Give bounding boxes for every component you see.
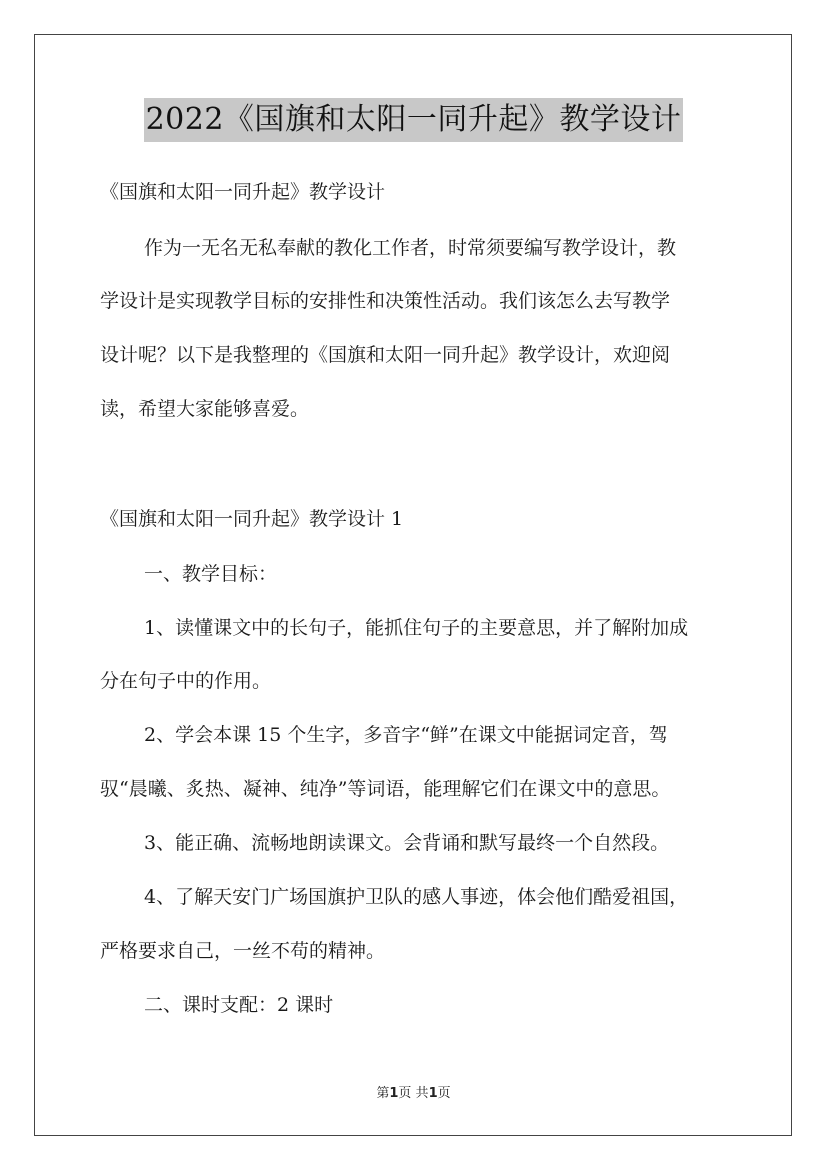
intro-line-3: 设计呢？以下是我整理的《国旗和太阳一同升起》教学设计，欢迎阅	[100, 344, 671, 366]
footer-page-number: 1	[389, 1086, 399, 1101]
goals-heading: 一、教学目标：	[144, 563, 278, 585]
section-title: 《国旗和太阳一同升起》教学设计 1	[100, 508, 404, 530]
document-title: 2022《国旗和太阳一同升起》教学设计	[144, 98, 684, 142]
intro-line-4: 读，希望大家能够喜爱。	[100, 398, 310, 420]
goal-line-4: 驭“晨曦、炙热、凝神、纯净”等词语，能理解它们在课文中的意思。	[100, 778, 671, 800]
title-container	[0, 98, 827, 142]
goal-line-3: 2、学会本课 15 个生字，多音字“鲜”在课文中能据词定音，驾	[144, 724, 668, 746]
goal-line-1: 1、读懂课文中的长句子，能抓住句子的主要意思，并了解附加成	[144, 617, 689, 639]
intro-line-1: 作为一无名无私奉献的教化工作者，时常须要编写教学设计，教	[144, 237, 677, 259]
footer-page-total: 1	[428, 1086, 438, 1101]
footer-page-prefix: 第	[376, 1086, 390, 1101]
document-subtitle: 《国旗和太阳一同升起》教学设计	[100, 181, 386, 203]
goal-line-6: 4、了解天安门广场国旗护卫队的感人事迹，体会他们酷爱祖国，	[144, 886, 689, 908]
schedule-line: 二、课时支配：2 课时	[144, 994, 334, 1016]
goal-line-7: 严格要求自己，一丝不苟的精神。	[100, 940, 386, 962]
footer-page-mid: 页 共	[398, 1086, 429, 1101]
footer-page-suffix: 页	[437, 1086, 451, 1101]
intro-line-2: 学设计是实现教学目标的安排性和决策性活动。我们该怎么去写教学	[100, 290, 671, 312]
goal-line-2: 分在句子中的作用。	[100, 670, 272, 692]
page-footer	[0, 1082, 827, 1101]
goal-line-5: 3、能正确、流畅地朗读课文。会背诵和默写最终一个自然段。	[144, 832, 670, 854]
